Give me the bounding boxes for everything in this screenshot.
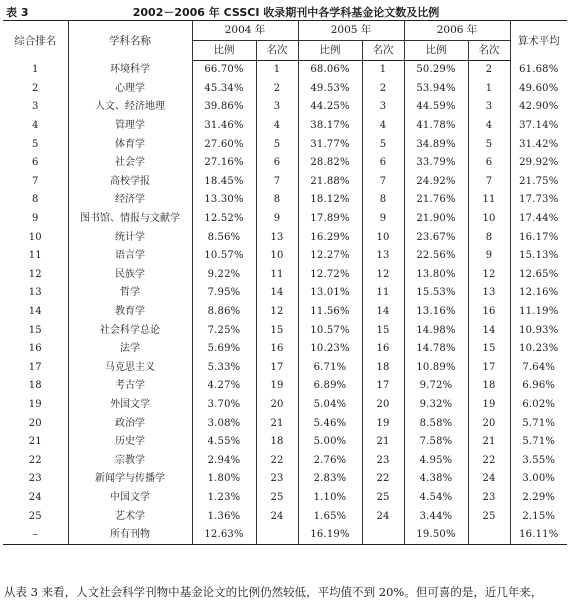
cell-rank: 12 [28,268,42,280]
cell-average: 5.71% [510,414,567,433]
cell-ratio-2006: 9.72% [404,377,468,396]
cell-ratio-2004: 2.94% [192,451,256,470]
cell-ratio-2006: 4.54% [404,489,468,508]
cell-ratio-2005: 6.71% [298,359,362,378]
table-row [3,228,567,247]
cell-rank: 6 [31,157,39,169]
cell-subject: 经济学 [68,191,192,210]
cell-rank-2005: 5 [362,135,404,154]
cell-ratio-2005: 10.23% [298,340,362,359]
cell-rank-2005: 6 [362,154,404,173]
cell-subject: 社会学 [68,154,192,173]
cell-subject: 民族学 [68,266,192,285]
cell-ratio-2004: 3.70% [192,396,256,415]
cell-rank: 22 [28,454,42,466]
cell-ratio-2006: 21.90% [404,210,468,229]
cell-rank: 23 [28,473,42,485]
cell-average: 3.55% [510,451,567,470]
cell-ratio-2006: 23.67% [404,228,468,247]
cell-ratio-2004: 5.69% [192,340,256,359]
cell-ratio-2006: 14.78% [404,340,468,359]
table-caption [6,2,566,18]
cell-subject: 社会科学总论 [68,321,192,340]
cell-average: 17.44% [510,210,567,229]
cell-rank-2004: 17 [256,359,298,378]
cell-rank-2006: 23 [468,489,510,508]
cell-ratio-2005: 17.89% [298,210,362,229]
cell-rank-2006: 6 [468,154,510,173]
cell-rank-2004: 4 [256,117,298,136]
cell-average: 21.75% [510,173,567,192]
cell-rank-2005: 23 [362,451,404,470]
cell-rank-2004: 14 [256,284,298,303]
table-body [3,61,567,545]
cell-ratio-2004: 27.60% [192,135,256,154]
table-row [3,470,567,489]
cell-rank-2006: 22 [468,451,510,470]
cell-rank-2006: 3 [468,98,510,117]
cell-rank: 3 [31,101,39,113]
cell-rank-2005: 17 [362,377,404,396]
cell-average: 29.92% [510,154,567,173]
cell-rank-2006: 1 [468,80,510,99]
cell-rank-2006: 13 [468,284,510,303]
cell-rank-2005: 1 [362,61,404,80]
cell-ratio-2005: 44.25% [298,98,362,117]
cell-rank-2005: 11 [362,284,404,303]
data-table [3,20,567,545]
table-row [3,340,567,359]
cell-subject: 语言学 [68,247,192,266]
cell-rank: 5 [31,138,39,150]
cell-subject: 外国文学 [68,396,192,415]
cell-rank-2005: 10 [362,228,404,247]
cell-ratio-2005: 28.82% [298,154,362,173]
cell-ratio-2006: 13.16% [404,303,468,322]
cell-average: 2.15% [510,507,567,526]
cell-ratio-2006: 19.50% [404,526,468,545]
cell-ratio-2004: 45.34% [192,80,256,99]
cell-subject: 图书馆、情报与文献学 [68,210,192,229]
cell-rank-2005: 2 [362,80,404,99]
cell-ratio-2004: 9.22% [192,266,256,285]
cell-rank-2006: 10 [468,210,510,229]
cell-average: 12.65% [510,266,567,285]
cell-average: 10.93% [510,321,567,340]
cell-rank-2004: 1 [256,61,298,80]
cell-ratio-2004: 4.55% [192,433,256,452]
cell-average: 3.00% [510,470,567,489]
cell-subject: 历史学 [68,433,192,452]
cell-subject: 政治学 [68,414,192,433]
cell-rank-2006: 24 [468,470,510,489]
cell-rank-2004: 24 [256,507,298,526]
cell-rank: 10 [28,231,42,243]
cell-rank-2005: 18 [362,359,404,378]
cell-subject: 高校学报 [68,173,192,192]
header-subject: 学科名称 [68,21,192,61]
cell-ratio-2006: 4.38% [404,470,468,489]
cell-rank: 14 [28,306,42,318]
cell-rank: 24 [28,491,42,503]
cell-ratio-2004: 8.86% [192,303,256,322]
cell-subject: 体育学 [68,135,192,154]
cell-rank-2006 [468,526,510,545]
cell-subject: 新闻学与传播学 [68,470,192,489]
cell-rank-2005: 7 [362,173,404,192]
cell-average: 6.96% [510,377,567,396]
cell-ratio-2006: 8.58% [404,414,468,433]
cell-rank-2004: 15 [256,321,298,340]
cell-ratio-2005: 2.76% [298,451,362,470]
cell-rank-2005: 9 [362,210,404,229]
cell-average: 2.29% [510,489,567,508]
cell-average: 6.02% [510,396,567,415]
cell-rank: 7 [31,175,39,187]
cell-average: 15.13% [510,247,567,266]
cell-average: 37.14% [510,117,567,136]
cell-rank: 15 [28,324,42,336]
table-row [3,321,567,340]
cell-ratio-2004: 12.52% [192,210,256,229]
cell-rank: 16 [28,343,42,355]
cell-average: 42.90% [510,98,567,117]
cell-subject: 马克思主义 [68,359,192,378]
cell-rank: 13 [28,287,42,299]
cell-rank-2005: 25 [362,489,404,508]
cell-ratio-2005: 5.46% [298,414,362,433]
table-row [3,154,567,173]
cell-rank-2004: 13 [256,228,298,247]
cell-ratio-2006: 15.53% [404,284,468,303]
cell-rank-2006: 4 [468,117,510,136]
header-rank-2005: 名次 [362,41,404,61]
cell-rank-2005: 22 [362,470,404,489]
cell-ratio-2005: 49.53% [298,80,362,99]
table-row [3,396,567,415]
cell-rank-2005: 24 [362,507,404,526]
cell-rank: 18 [28,380,42,392]
cell-ratio-2005: 12.72% [298,266,362,285]
cell-ratio-2006: 53.94% [404,80,468,99]
cell-ratio-2006: 44.59% [404,98,468,117]
table-row [3,247,567,266]
table-row [3,80,567,99]
cell-subject: 心理学 [68,80,192,99]
cell-rank-2004: 23 [256,470,298,489]
cell-rank-2006: 20 [468,414,510,433]
cell-rank-2004: 22 [256,451,298,470]
cell-rank-2006: 21 [468,433,510,452]
cell-rank-2004: 5 [256,135,298,154]
cell-ratio-2005: 31.77% [298,135,362,154]
header-ratio-2004: 比例 [192,41,256,61]
cell-ratio-2004: 1.23% [192,489,256,508]
cell-rank-2004: 19 [256,377,298,396]
cell-ratio-2005: 1.65% [298,507,362,526]
cell-rank-2006: 9 [468,247,510,266]
cell-rank: 25 [28,510,42,522]
cell-ratio-2004: 4.27% [192,377,256,396]
cell-average: 16.17% [510,228,567,247]
cell-ratio-2004: 7.95% [192,284,256,303]
cell-ratio-2006: 21.76% [404,191,468,210]
cell-ratio-2004: 13.30% [192,191,256,210]
header-year-2005: 2005 年 [298,21,404,41]
cell-ratio-2006: 10.89% [404,359,468,378]
cell-rank-2006: 17 [468,359,510,378]
cell-rank-2006: 19 [468,396,510,415]
cell-ratio-2005: 16.19% [298,526,362,545]
cell-rank: 2 [31,82,39,94]
cell-ratio-2006: 41.78% [404,117,468,136]
cell-ratio-2005: 13.01% [298,284,362,303]
cell-ratio-2004: 1.36% [192,507,256,526]
header-ratio-2005: 比例 [298,41,362,61]
cell-ratio-2005: 10.57% [298,321,362,340]
cell-ratio-2006: 14.98% [404,321,468,340]
cell-ratio-2006: 22.56% [404,247,468,266]
cell-rank: 19 [28,398,42,410]
table-row [3,191,567,210]
header-rank-2006: 名次 [468,41,510,61]
cell-ratio-2004: 1.80% [192,470,256,489]
body-paragraph: 从表 3 来看，人文社会科学刊物中基金论文的比例仍然较低，平均值不到 20%。但可喜的是，近几年来， [4,585,543,599]
cell-ratio-2006: 13.80% [404,266,468,285]
table-row [3,117,567,136]
header-year-2004: 2004 年 [192,21,298,41]
cell-rank-2004: 3 [256,98,298,117]
cell-ratio-2004: 39.86% [192,98,256,117]
cell-ratio-2006: 33.79% [404,154,468,173]
cell-subject: 考古学 [68,377,192,396]
cell-subject: 人文、经济地理 [68,98,192,117]
table-row [3,173,567,192]
cell-ratio-2006: 9.32% [404,396,468,415]
cell-rank-2005: 20 [362,396,404,415]
cell-rank-2006: 18 [468,377,510,396]
cell-subject: 所有刊物 [68,526,192,545]
cell-ratio-2005: 11.56% [298,303,362,322]
cell-rank-2006: 8 [468,228,510,247]
cell-rank-2004: 11 [256,266,298,285]
cell-rank-2005: 4 [362,117,404,136]
cell-rank-2004: 10 [256,247,298,266]
cell-rank-2005: 16 [362,340,404,359]
table-container [3,20,567,545]
table-title: 2002－2006 年 CSSCI 收录期刊中各学科基金论文数及比例 [132,6,440,19]
cell-rank-2004: 6 [256,154,298,173]
cell-ratio-2004: 12.63% [192,526,256,545]
table-row [3,284,567,303]
cell-rank-2006: 2 [468,61,510,80]
header-year-2006: 2006 年 [404,21,510,41]
cell-subject: 中国文学 [68,489,192,508]
table-row [3,98,567,117]
cell-subject: 管理学 [68,117,192,136]
cell-average: 16.11% [510,526,567,545]
table-row [3,135,567,154]
cell-subject: 法学 [68,340,192,359]
cell-ratio-2005: 2.83% [298,470,362,489]
header-ratio-2006: 比例 [404,41,468,61]
cell-subject: 艺术学 [68,507,192,526]
table-row [3,303,567,322]
cell-ratio-2006: 50.29% [404,61,468,80]
cell-rank-2006: 11 [468,191,510,210]
table-row [3,377,567,396]
cell-ratio-2004: 10.57% [192,247,256,266]
cell-ratio-2005: 16.29% [298,228,362,247]
cell-ratio-2005: 12.27% [298,247,362,266]
cell-average: 49.60% [510,80,567,99]
cell-ratio-2005: 5.04% [298,396,362,415]
cell-rank-2004: 18 [256,433,298,452]
cell-ratio-2004: 8.56% [192,228,256,247]
cell-rank-2006: 16 [468,303,510,322]
cell-rank: 4 [31,120,39,132]
cell-ratio-2005: 1.10% [298,489,362,508]
table-row [3,489,567,508]
table-row [3,433,567,452]
cell-rank-2005: 12 [362,266,404,285]
cell-rank: 17 [28,361,42,373]
table-row [3,210,567,229]
cell-average: 61.68% [510,61,567,80]
cell-ratio-2004: 66.70% [192,61,256,80]
cell-average: 17.73% [510,191,567,210]
table-row [3,359,567,378]
cell-rank-2006: 14 [468,321,510,340]
table-row [3,526,567,545]
cell-subject: 哲学 [68,284,192,303]
cell-rank-2004: 12 [256,303,298,322]
cell-average: 10.23% [510,340,567,359]
cell-ratio-2006: 3.44% [404,507,468,526]
cell-ratio-2005: 18.12% [298,191,362,210]
header-average: 算术平均 [510,21,567,61]
header-rank-2004: 名次 [256,41,298,61]
table-row [3,507,567,526]
cell-average: 11.19% [510,303,567,322]
cell-rank-2004: 20 [256,396,298,415]
cell-rank-2006: 25 [468,507,510,526]
cell-rank-2004 [256,526,298,545]
cell-ratio-2004: 27.16% [192,154,256,173]
cell-rank-2005: 15 [362,321,404,340]
cell-ratio-2006: 34.89% [404,135,468,154]
table-row [3,61,567,80]
cell-rank-2004: 8 [256,191,298,210]
cell-rank-2005: 3 [362,98,404,117]
table-label: 表 3 [6,6,29,19]
cell-rank: 21 [28,436,42,448]
table-row [3,266,567,285]
cell-rank-2006: 12 [468,266,510,285]
cell-rank-2005: 8 [362,191,404,210]
cell-ratio-2004: 3.08% [192,414,256,433]
cell-ratio-2006: 4.95% [404,451,468,470]
cell-subject: 宗教学 [68,451,192,470]
cell-ratio-2005: 38.17% [298,117,362,136]
cell-ratio-2006: 24.92% [404,173,468,192]
cell-rank-2004: 16 [256,340,298,359]
cell-ratio-2006: 7.58% [404,433,468,452]
cell-rank: 20 [28,417,42,429]
cell-ratio-2004: 7.25% [192,321,256,340]
cell-rank-2005: 19 [362,414,404,433]
cell-rank-2006: 15 [468,340,510,359]
cell-rank: 11 [28,250,42,262]
cell-rank-2004: 25 [256,489,298,508]
cell-subject: 统计学 [68,228,192,247]
cell-average: 5.71% [510,433,567,452]
cell-rank: – [3,526,68,545]
cell-rank-2005: 14 [362,303,404,322]
cell-ratio-2004: 31.46% [192,117,256,136]
cell-subject: 教育学 [68,303,192,322]
cell-rank-2005: 13 [362,247,404,266]
cell-ratio-2004: 18.45% [192,173,256,192]
cell-rank-2005 [362,526,404,545]
cell-subject: 环境科学 [68,61,192,80]
cell-rank-2004: 7 [256,173,298,192]
header-rank: 综合排名 [3,21,68,61]
cell-ratio-2004: 5.33% [192,359,256,378]
cell-rank-2004: 9 [256,210,298,229]
cell-rank-2004: 21 [256,414,298,433]
table-header [3,21,567,61]
table-row [3,414,567,433]
table-row [3,451,567,470]
cell-ratio-2005: 21.88% [298,173,362,192]
cell-ratio-2005: 5.00% [298,433,362,452]
cell-ratio-2005: 68.06% [298,61,362,80]
cell-rank-2006: 7 [468,173,510,192]
cell-rank: 1 [31,64,39,76]
cell-rank-2005: 21 [362,433,404,452]
cell-rank: 9 [31,213,39,225]
cell-rank-2006: 5 [468,135,510,154]
cell-average: 12.16% [510,284,567,303]
cell-rank-2004: 2 [256,80,298,99]
cell-rank: 8 [31,194,39,206]
cell-ratio-2005: 6.89% [298,377,362,396]
cell-average: 7.64% [510,359,567,378]
cell-average: 31.42% [510,135,567,154]
